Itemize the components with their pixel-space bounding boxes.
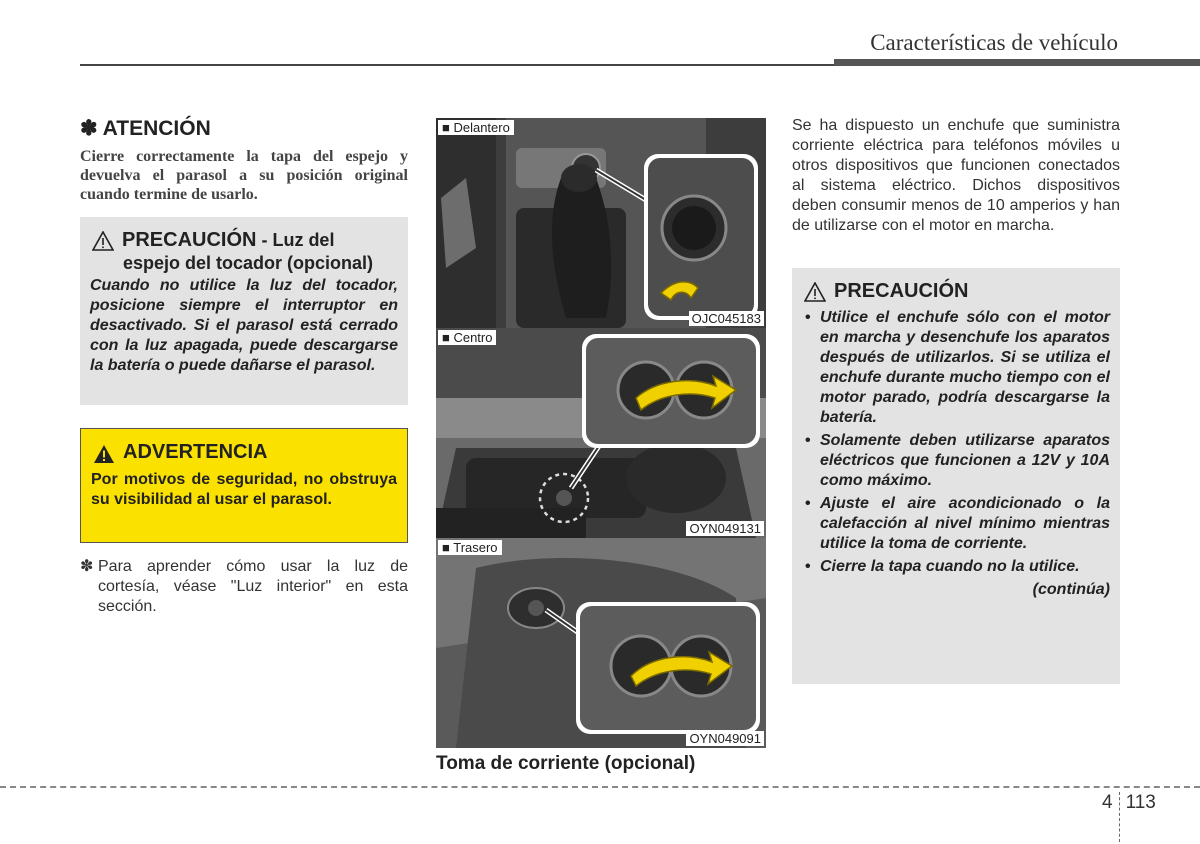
- header-rule-accent: [834, 59, 1200, 66]
- figure-rear-outlet: [436, 538, 766, 748]
- caution-bullet-list: [802, 308, 1110, 577]
- note-text: Para aprender cómo usar la luz de cortesía, véase "Luz interior" en esta sección.: [98, 558, 408, 615]
- caution-body: Cuando no utilice la luz del tocador, posicione siempre el interruptor en desactivado. Si el parasol está cerrado con la luz apagada, puede descargarse la batería o puede dañarse el parasol.: [90, 277, 398, 374]
- caution-box-mirror-light: [80, 217, 408, 405]
- figure-center-outlet: [436, 328, 766, 538]
- warning-triangle-filled-icon: [93, 444, 115, 464]
- caution-box-outlet: [792, 268, 1120, 684]
- caution-subtitle: - Luz del: [256, 230, 335, 250]
- figure-label: ■ Delantero: [438, 120, 514, 135]
- list-item: • Solamente deben utilizarse aparatos eléctricos que funcionen a 12V y 10A como máximo.: [802, 431, 1110, 491]
- caution-subtitle-line2: espejo del tocador (opcional): [123, 253, 374, 273]
- list-item: • Ajuste el aire acondicionado o la calefacción al nivel mínimo mientras utilice la toma de corriente.: [802, 494, 1110, 554]
- list-item: • Utilice el enchufe sólo con el motor en marcha y desenchufe los aparatos después de utilizarlos. Si se utiliza el enchufe durante mucho tiempo con el motor parado, podría descargarse la batería.: [802, 308, 1110, 428]
- figure-caption: Toma de corriente (opcional): [436, 753, 696, 774]
- center-console-illustration: [436, 328, 766, 538]
- page-number-value: 113: [1119, 792, 1156, 842]
- page-header-title: Características de vehículo: [870, 30, 1118, 55]
- footer-rule: [0, 786, 1200, 788]
- page-number: [1102, 792, 1156, 842]
- figure-column: [436, 118, 766, 748]
- figure-label: ■ Centro: [438, 330, 496, 345]
- outlet-description: Se ha dispuesto un enchufe que suministra corriente eléctrica para teléfonos móviles u otros dispositivos que funcionen conectados al sistema eléctrico. Dichos dispositivos deben consumir menos de 10 amperios y han de utilizarse con el motor en marcha.: [792, 117, 1120, 234]
- continued-label: (continúa): [1032, 581, 1110, 598]
- rear-console-illustration: [436, 538, 766, 748]
- warning-box: [80, 428, 408, 543]
- attention-section: [80, 116, 408, 204]
- warning-title: ADVERTENCIA: [123, 441, 268, 463]
- figure-code: OYN049091: [686, 731, 764, 746]
- list-item: • Cierre la tapa cuando no la utilice.: [802, 557, 1110, 577]
- caution-title: PRECAUCIÓN: [834, 280, 969, 302]
- warning-body: Por motivos de seguridad, no obstruya su visibilidad al usar el parasol.: [91, 471, 397, 508]
- attention-body: Cierre correctamente la tapa del espejo y devuelva el parasol a su posición original cuando termine de usarlo.: [80, 148, 408, 203]
- figure-code: OYN049131: [686, 521, 764, 536]
- chapter-number: 4: [1102, 792, 1113, 813]
- attention-title: ✽ ATENCIÓN: [80, 117, 211, 140]
- note-courtesy-light: [80, 557, 408, 617]
- figure-front-outlet: [436, 118, 766, 328]
- warning-triangle-icon: [804, 282, 826, 302]
- note-mark: ✽: [80, 558, 94, 575]
- figure-label: ■ Trasero: [438, 540, 502, 555]
- figure-code: OJC045183: [689, 311, 764, 326]
- caution-title: PRECAUCIÓN: [122, 229, 257, 251]
- front-console-illustration: [436, 118, 766, 328]
- warning-triangle-icon: [92, 231, 114, 251]
